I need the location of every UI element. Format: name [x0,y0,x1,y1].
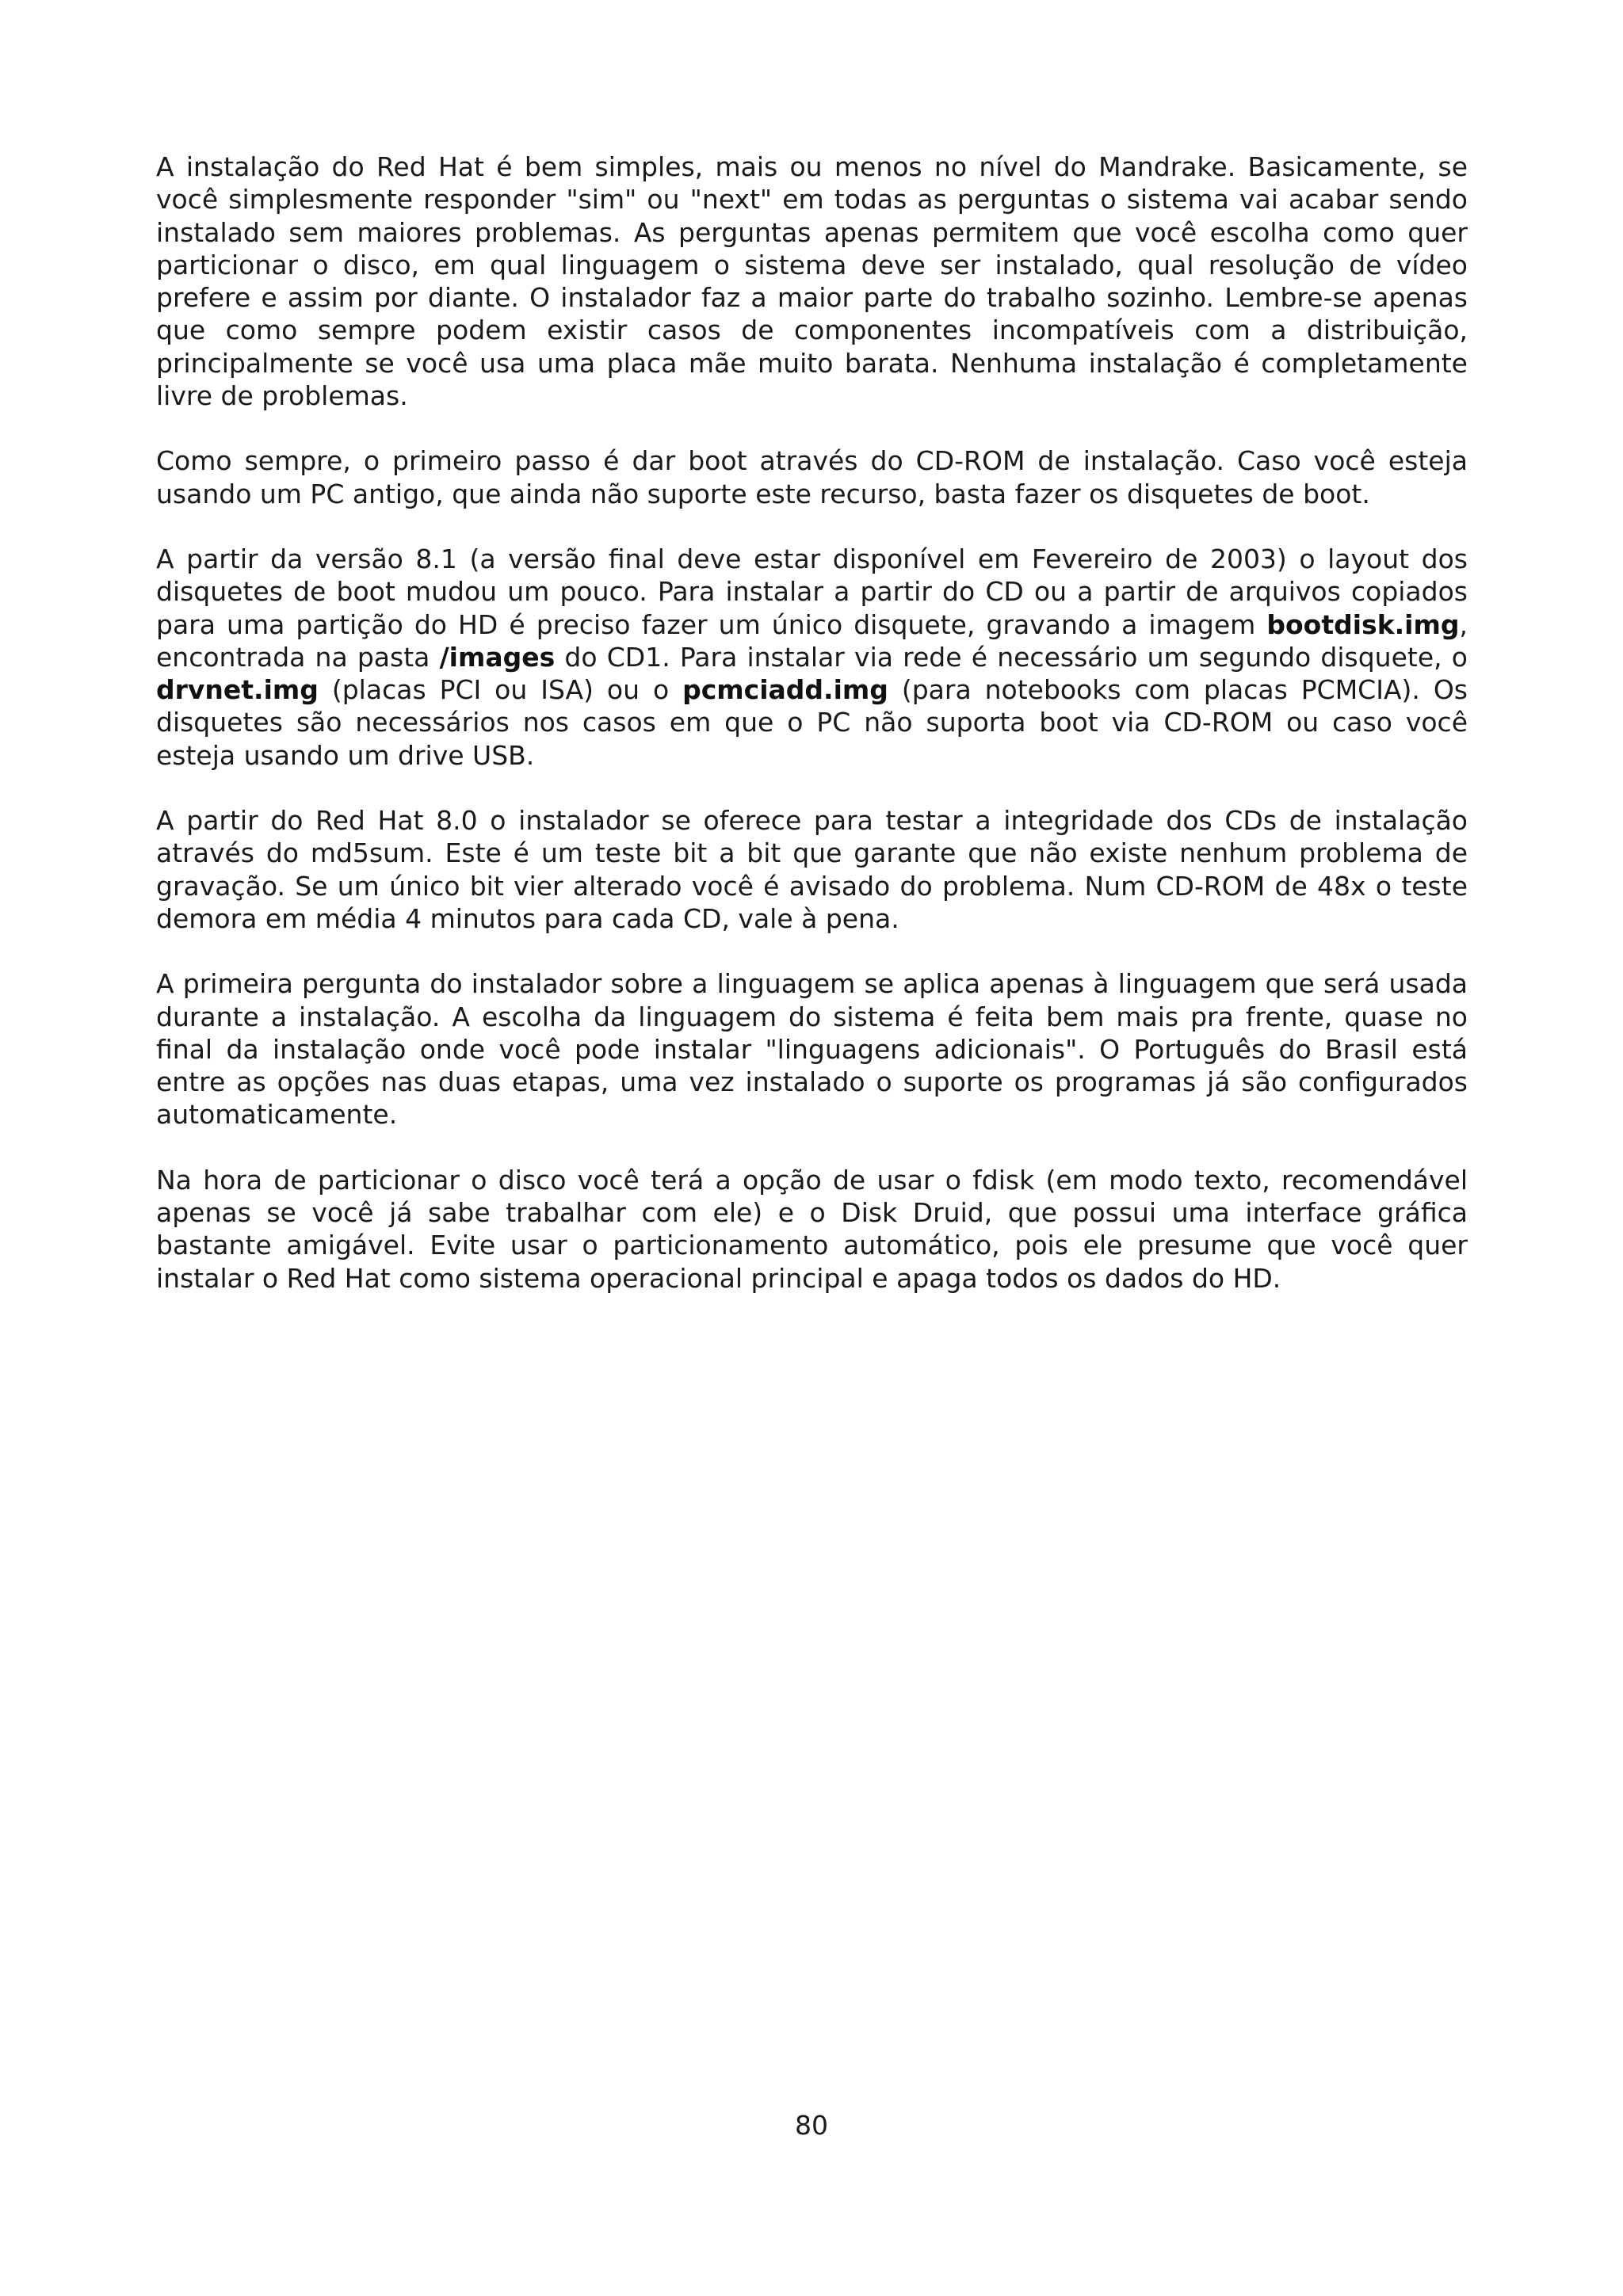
text-segment: , encontrada na pasta [156,608,1468,673]
text-segment: do CD1. Para instalar via rede é necessário um segundo disquete, o [555,641,1468,673]
document-body [156,151,1468,1327]
text-segment: A partir da versão 8.1 (a versão final deve estar disponível em Fevereiro de 2003) o layout dos disquetes de boot mudou um pouco. Para instalar a partir do CD ou a partir de arquivos copiados para uma partição do HD é preciso fazer um único disquete, gravando a imagem [156,543,1468,640]
paragraph-boot-floppies [156,543,1468,772]
text-segment: Como sempre, o primeiro passo é dar boot através do CD-ROM de instalação. Caso você esteja usando um PC antigo, que ainda não suporte este recurso, basta fazer os disquetes de boot. [156,445,1468,509]
text-segment: Na hora de particionar o disco você terá a opção de usar o fdisk (em modo texto, recomendável apenas se você já sabe trabalhar com ele) e o Disk Druid, que possui uma interface gráfica bastante amigável. Evite usar o particionamento automático, pois ele presume que você quer instalar o Red Hat como sistema operacional principal e apaga todos os dados do HD. [156,1164,1468,1294]
paragraph-language-choice [156,967,1468,1131]
paragraph-md5sum-check [156,804,1468,935]
paragraph-boot-cdrom [156,444,1468,510]
text-segment: A instalação do Red Hat é bem simples, mais ou menos no nível do Mandrake. Basicamente, se você simplesmente responder "sim" ou "next" em todas as perguntas o sistema vai acabar sendo instalado sem maiores problemas. As perguntas apenas permitem que você escolha como quer particionar o disco, em qual linguagem o sistema deve ser instalado, qual resolução de vídeo prefere e assim por diante. O instalador faz a maior parte do trabalho sozinho. Lembre-se apenas que como sempre podem existir casos de componentes incompatíveis com a distribuição, principalmente se você usa uma placa mãe muito barata. Nenhuma instalação é completamente livre de problemas. [156,151,1468,412]
text-segment: A primeira pergunta do instalador sobre a linguagem se aplica apenas à linguagem que será usada durante a instalação. A escolha da linguagem do sistema é feita bem mais pra frente, quase no final da instalação onde você pode instalar "linguagens adicionais". O Português do Brasil está entre as opções nas duas etapas, uma vez instalado o suporte os programas já são configurados automaticamente. [156,968,1468,1131]
text-segment: (placas PCI ou ISA) ou o [318,674,683,706]
bold-term-drvnet: drvnet.img [156,674,319,706]
paragraph-partitioning [156,1164,1468,1295]
text-segment: (para notebooks com placas PCMCIA). Os disquetes são necessários nos casos em que o PC não suporta boot via CD-ROM ou caso você esteja usando um drive USB. [156,674,1468,771]
text-segment: A partir do Red Hat 8.0 o instalador se oferece para testar a integridade dos CDs de instalação através do md5sum. Este é um teste bit a bit que garante que não existe nenhum problema de gravação. Se um único bit vier alterado você é avisado do problema. Num CD-ROM de 48x o teste demora em média 4 minutos para cada CD, vale à pena. [156,805,1468,934]
bold-term-images-folder: /images [439,641,556,673]
page-number: 80 [795,2110,828,2141]
paragraph-installation-overview [156,151,1468,412]
bold-term-bootdisk: bootdisk.img [1266,608,1460,640]
bold-term-pcmciadd: pcmciadd.img [682,674,888,706]
